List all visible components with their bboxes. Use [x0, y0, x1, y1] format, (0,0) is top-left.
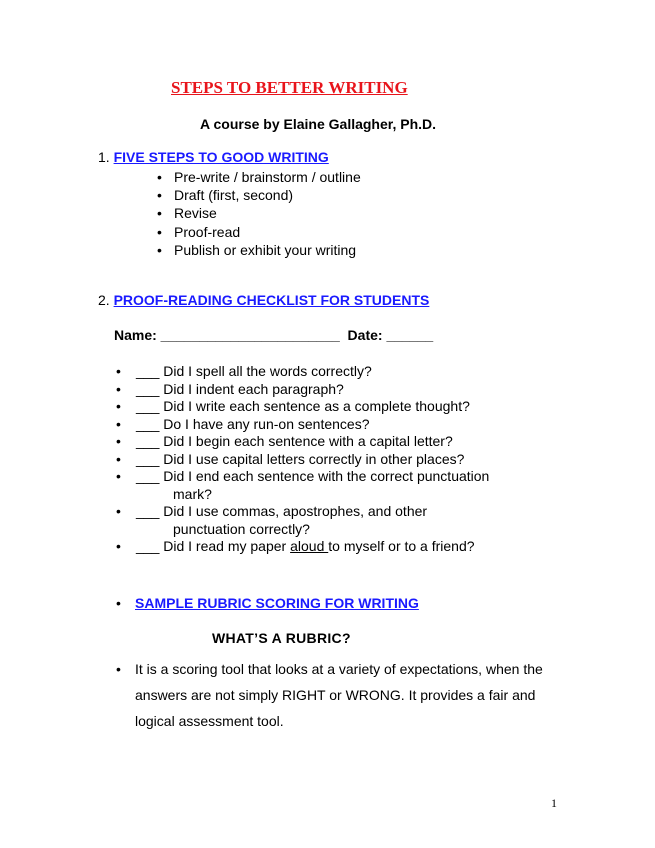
checklist-item-line: • ___ Did I end each sentence with the correct punctuation	[136, 468, 490, 484]
section-1-link[interactable]: FIVE STEPS TO GOOD WRITING	[113, 149, 329, 165]
checklist-text: ___ Did I read my paper	[136, 538, 291, 554]
rubric-link[interactable]: SAMPLE RUBRIC SCORING FOR WRITING	[135, 595, 419, 611]
checklist-item-commas	[116, 503, 489, 538]
rubric-line: logical assessment tool.	[135, 713, 284, 729]
checklist-item-punctuation	[116, 468, 489, 503]
checklist-item-line-cont: punctuation correctly?	[173, 520, 310, 537]
section-2-link[interactable]: PROOF-READING CHECKLIST FOR STUDENTS	[113, 292, 430, 308]
list-item: • Publish or exhibit your writing	[157, 241, 361, 259]
list-item: • Revise	[157, 204, 361, 222]
list-item: • Pre-write / brainstorm / outline	[157, 168, 361, 186]
document-title: STEPS TO BETTER WRITING	[171, 78, 408, 97]
five-steps-list	[157, 168, 361, 259]
underlined-word: aloud	[290, 538, 329, 554]
checklist-item: • ___ Did I use capital letters correctly in other places?	[116, 451, 489, 469]
checklist-item: • ___ Do I have any run-on sentences?	[116, 416, 489, 434]
rubric-heading	[116, 595, 419, 611]
name-date-line: Name: _______________________ Date: ______	[114, 327, 434, 343]
checklist-item-line-cont: mark?	[173, 485, 212, 502]
checklist-item-line: • ___ Did I use commas, apostrophes, and other	[136, 503, 428, 519]
section-1-heading	[98, 149, 329, 165]
checklist-item-aloud	[116, 538, 489, 556]
list-item: • Draft (first, second)	[157, 186, 361, 204]
section-2-number: 2.	[98, 292, 110, 308]
document-subtitle: A course by Elaine Gallagher, Ph.D.	[200, 116, 437, 132]
bullet-icon: •	[116, 595, 121, 611]
page-number: 1	[551, 796, 557, 810]
checklist-item: • ___ Did I begin each sentence with a capital letter?	[116, 433, 489, 451]
checklist-item: • ___ Did I spell all the words correctly?	[116, 363, 489, 381]
proofreading-checklist	[116, 363, 489, 556]
checklist-item: • ___ Did I indent each paragraph?	[116, 381, 489, 399]
bullet-icon: •	[116, 661, 121, 677]
checklist-text: to myself or to a friend?	[328, 538, 475, 554]
rubric-line: It is a scoring tool that looks at a variety of expectations, when the	[135, 661, 543, 677]
section-1-number: 1.	[98, 149, 110, 165]
checklist-item: • ___ Did I write each sentence as a complete thought?	[116, 398, 489, 416]
rubric-description	[116, 656, 543, 734]
section-2-heading	[98, 292, 429, 308]
list-item: • Proof-read	[157, 223, 361, 241]
rubric-line: answers are not simply RIGHT or WRONG. It provides a fair and	[135, 687, 536, 703]
rubric-subheading: WHAT’S A RUBRIC?	[212, 630, 351, 646]
